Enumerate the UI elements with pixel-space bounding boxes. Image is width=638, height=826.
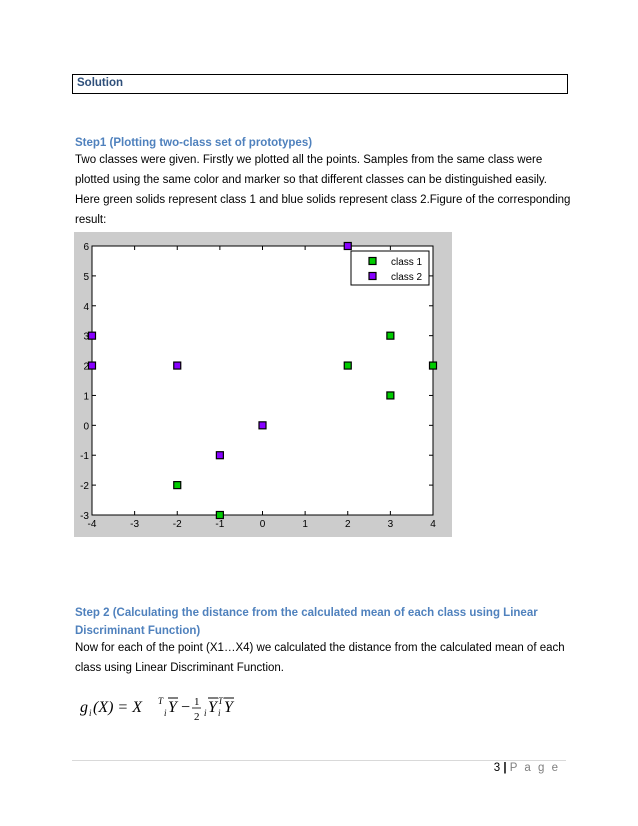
page-number: 3: [493, 762, 501, 774]
series-1-point: [344, 362, 351, 369]
x-tick-label: 1: [302, 519, 308, 530]
footer-separator: |: [503, 762, 507, 774]
series-1-point: [174, 482, 181, 489]
page-footer: [494, 762, 560, 774]
series-2-point: [344, 243, 351, 250]
legend-marker: [369, 258, 376, 265]
series-2-point: [259, 422, 266, 429]
formula-sup-T2: T: [218, 696, 224, 706]
step2-line: Now for each of the point (X1…X4) we calculated the distance from the calculated mean of each: [75, 642, 565, 654]
y-tick-label: 4: [83, 301, 89, 313]
y-tick-label: 6: [83, 242, 89, 253]
x-tick-label: 2: [344, 519, 351, 530]
formula-minus: −: [181, 699, 191, 716]
formula-graphic: [78, 690, 238, 726]
solution-box: [72, 74, 568, 94]
legend-label: class 1: [391, 257, 423, 268]
footer-divider: [72, 760, 566, 761]
formula-g: g: [80, 699, 88, 716]
formula-sub-i2: i: [164, 708, 167, 718]
step1-line: Here green solids represent class 1 and blue solids represent class 2.Figure of the corresponding: [75, 194, 571, 206]
formula-Y: Y: [168, 699, 177, 716]
formula-sub-i3: i: [204, 708, 207, 718]
scatter-chart: [74, 232, 452, 537]
solution-label: Solution: [77, 77, 123, 89]
step1-heading: Step1 (Plotting two-class set of prototypes): [75, 137, 313, 149]
x-tick-label: -3: [130, 519, 140, 530]
series-2-point: [89, 362, 96, 369]
step1-line: Two classes were given. Firstly we plotted all the points. Samples from the same class were: [75, 154, 543, 166]
formula-sub-i: i: [89, 708, 92, 718]
step2-heading-line: Step 2 (Calculating the distance from the calculated mean of each class using Linear: [75, 607, 538, 619]
series-1-point: [216, 512, 223, 519]
series-1-point: [430, 362, 437, 369]
step1-line: result:: [75, 214, 107, 226]
y-tick-label: 0: [83, 421, 89, 433]
formula-arg: (X) = X: [93, 699, 142, 716]
series-2-point: [89, 332, 96, 339]
formula-numerator: 1: [194, 696, 200, 708]
formula-sup-T: T: [158, 696, 164, 706]
step2-paragraph: [75, 638, 570, 678]
step2-heading: [75, 604, 538, 640]
x-tick-label: -4: [87, 519, 97, 530]
x-tick-label: -2: [172, 519, 182, 530]
page-word: P a g e: [509, 762, 560, 774]
step1-line: plotted using the same color and marker so that different classes can be distinguished easily.: [75, 174, 547, 186]
y-tick-label: -3: [80, 511, 89, 522]
y-tick-label: -2: [80, 481, 89, 493]
y-tick-label: 1: [83, 391, 89, 403]
formula-Y3: Y: [224, 699, 233, 716]
series-1-point: [387, 332, 394, 339]
step1-paragraph: [75, 150, 570, 230]
formula-Y2: Y: [208, 699, 217, 716]
x-tick-label: 4: [430, 519, 436, 530]
y-tick-label: 5: [83, 271, 89, 283]
step2-heading-line: Discriminant Function): [75, 625, 201, 637]
x-tick-label: 3: [387, 519, 394, 530]
scatter-figure: [74, 232, 452, 537]
series-2-point: [216, 452, 223, 459]
step2-line: class using Linear Discriminant Function.: [75, 662, 285, 674]
plot-area: [92, 246, 433, 515]
y-tick-label: 3: [83, 331, 89, 343]
x-tick-label: 0: [259, 519, 266, 530]
y-tick-label: 2: [83, 361, 89, 373]
discriminant-formula: [78, 690, 238, 731]
formula-denominator: 2: [194, 711, 200, 723]
series-2-point: [174, 362, 181, 369]
y-tick-label: -1: [80, 451, 89, 463]
legend-marker: [369, 273, 376, 280]
series-1-point: [387, 392, 394, 399]
legend-label: class 2: [391, 272, 423, 283]
formula-sub-i4: i: [218, 708, 221, 718]
x-tick-label: -1: [215, 519, 225, 530]
